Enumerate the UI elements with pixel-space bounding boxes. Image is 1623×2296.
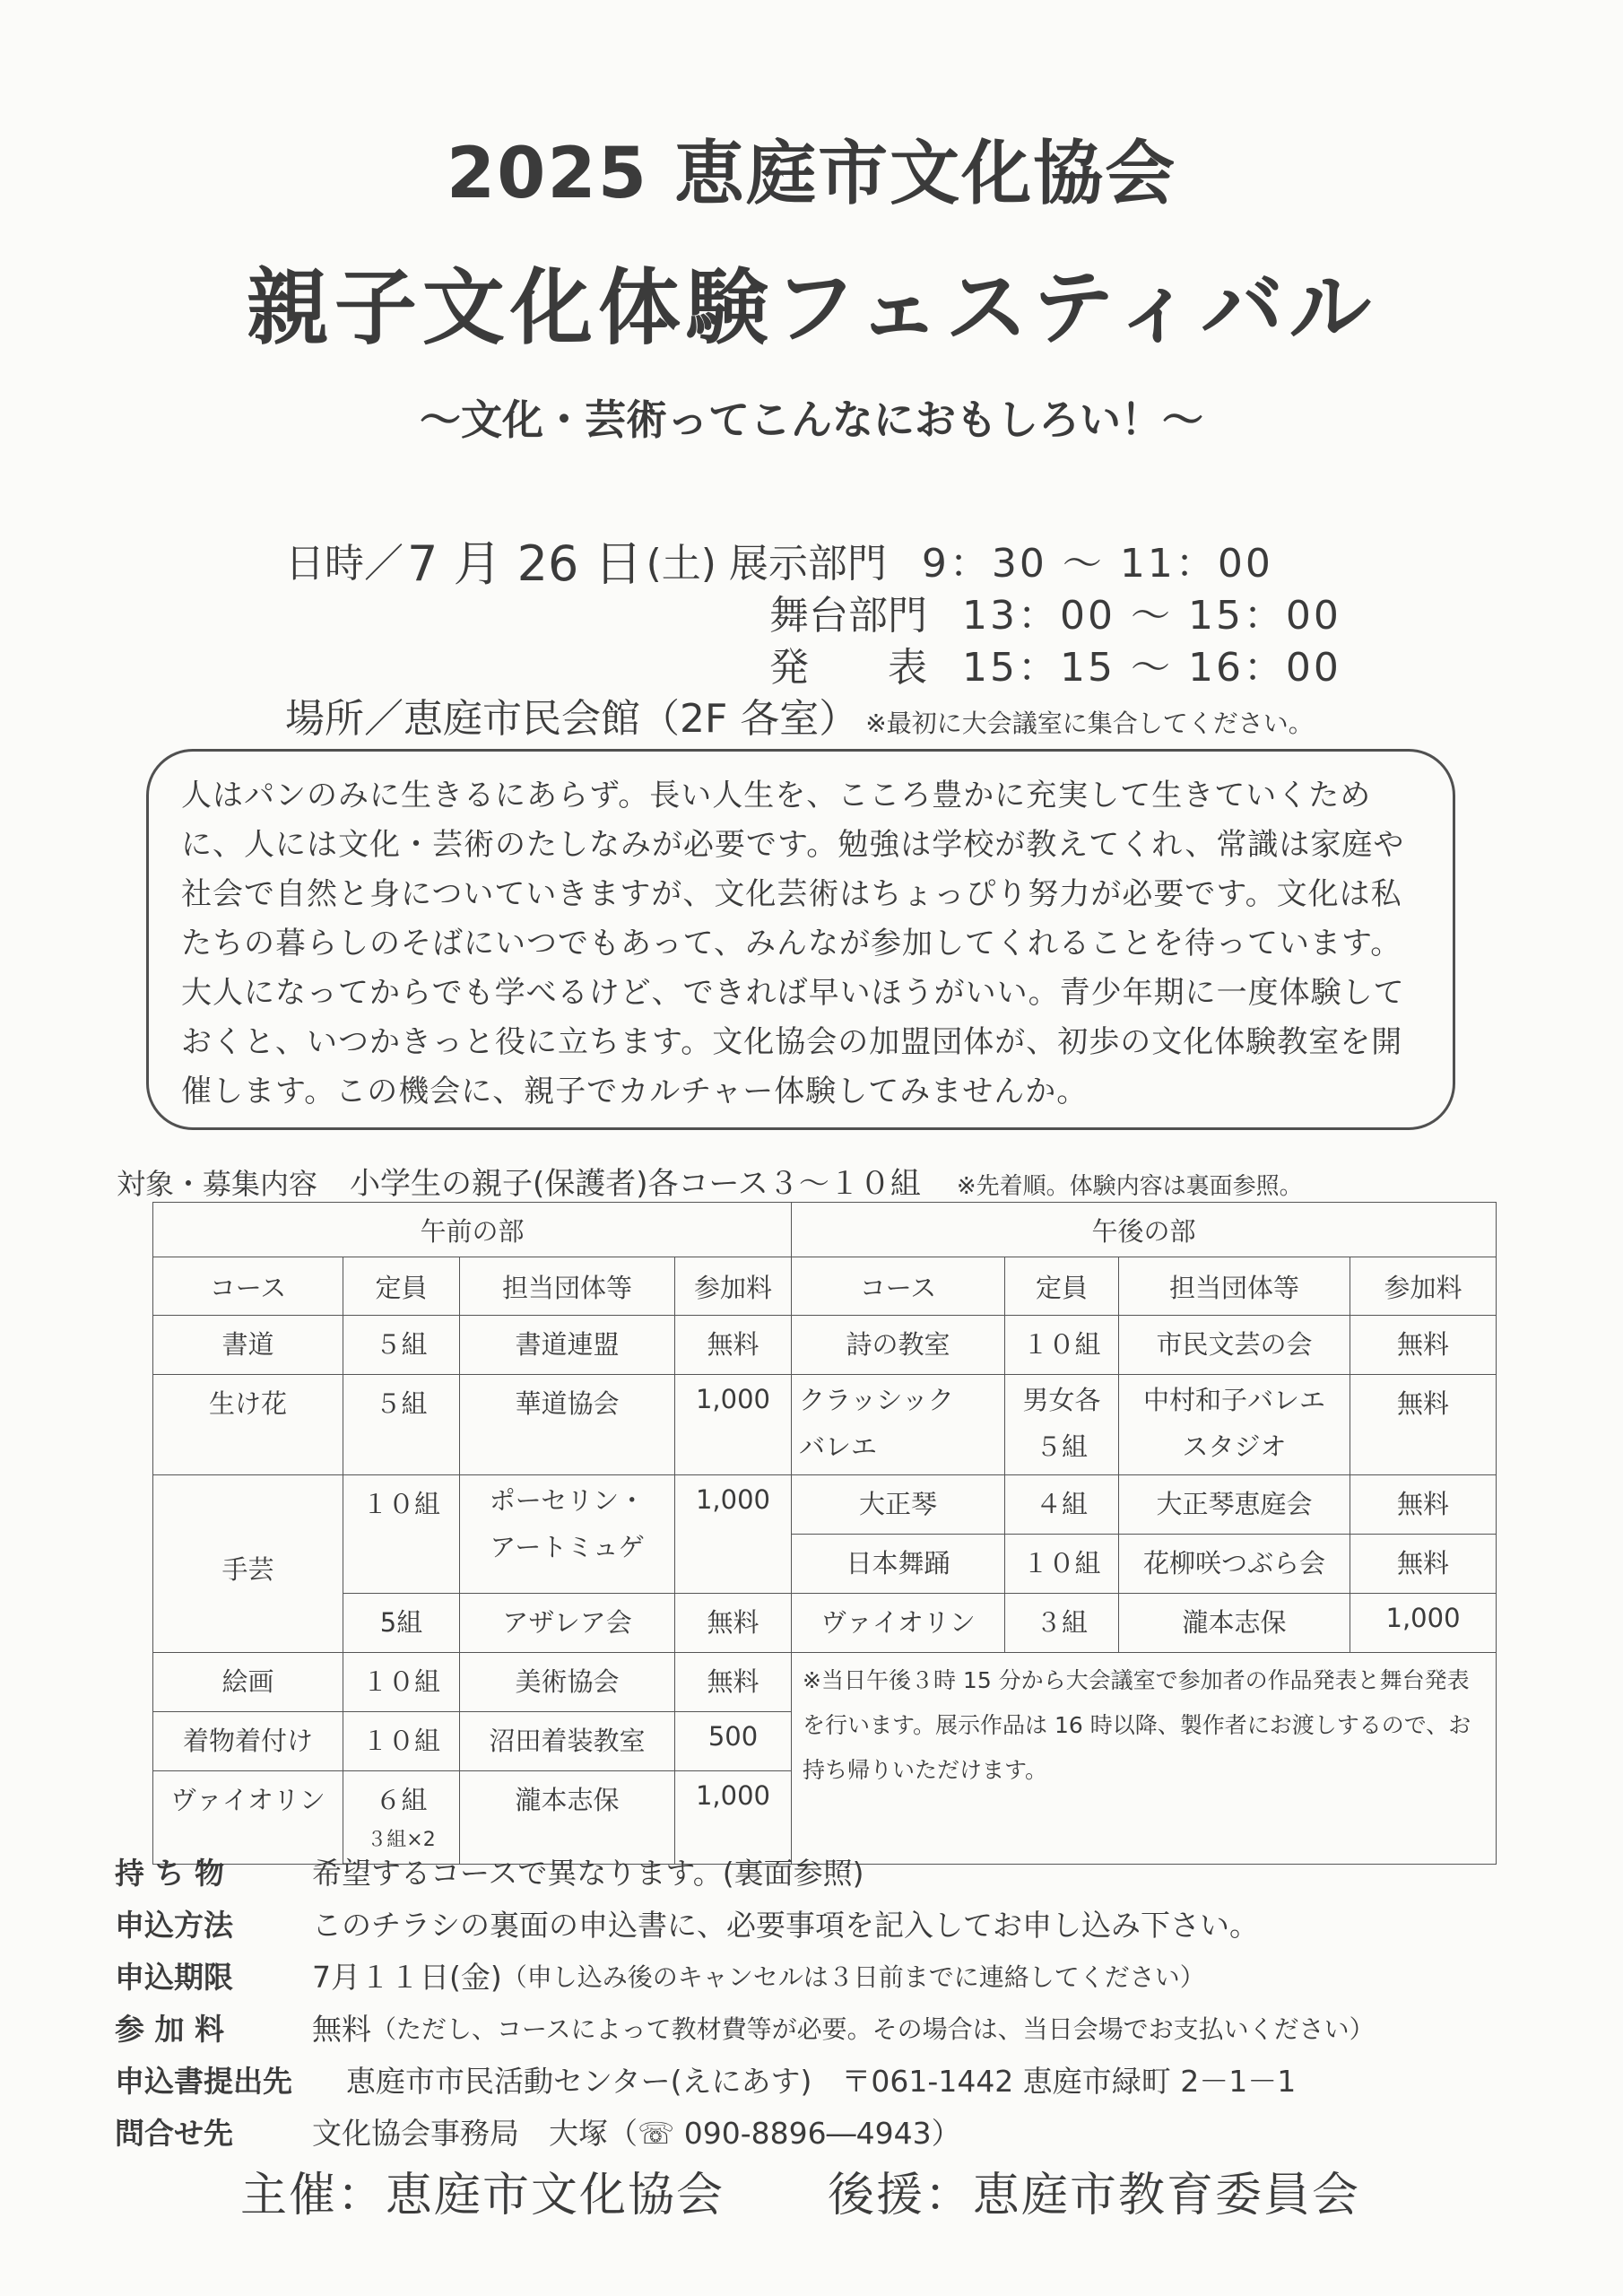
capacity-note: ３組×2 <box>367 1829 436 1851</box>
org-cell: 書道連盟 <box>460 1316 675 1375</box>
org-cell: 瀧本志保 <box>460 1771 675 1865</box>
info-row <box>115 1952 1375 2004</box>
capacity-cell: １０組 <box>1005 1535 1119 1594</box>
capacity-cell: ５組 <box>343 1316 460 1375</box>
course-cell: 日本舞踊 <box>792 1535 1005 1594</box>
course-cell: 着物着付け <box>153 1712 343 1771</box>
target <box>117 1159 1303 1203</box>
fee-cell: 無料 <box>675 1594 792 1653</box>
am-title: 午前の部 <box>153 1203 792 1257</box>
info-sub: （申し込み後のキャンセルは３日前までに連絡してください） <box>501 1962 1205 1992</box>
info-row <box>115 2004 1375 2056</box>
table-row <box>153 1594 1497 1653</box>
course-cell: クラッシック バレエ <box>792 1375 1005 1475</box>
info-row <box>115 2108 1375 2160</box>
org-cell: 大正琴恵庭会 <box>1119 1475 1350 1535</box>
header-course: コース <box>153 1257 343 1316</box>
schedule-time: 15：15 ～ 16：00 <box>962 645 1341 691</box>
organizer: 主催：恵庭市文化協会 <box>240 2169 725 2222</box>
table-row <box>153 1316 1497 1375</box>
supporter: 後援：恵庭市教育委員会 <box>828 2169 1361 2222</box>
info-label: 申込期限 <box>115 1960 233 1995</box>
footer <box>240 2157 1360 2224</box>
info-sub: （ただし、コースによって教材費等が必要。その場合は、当日会場でお支払いください） <box>371 2014 1375 2044</box>
target-note: ※先着順。体験内容は裏面参照。 <box>956 1173 1303 1200</box>
info-label: 参 加 料 <box>115 2012 224 2047</box>
target-label: 対象・募集内容 <box>117 1167 318 1201</box>
schedule-row-2 <box>285 590 1341 642</box>
title-line1: 2025 恵庭市文化協会 <box>446 134 1177 214</box>
info-list <box>115 1848 1375 2160</box>
fee-cell: 無料 <box>675 1653 792 1712</box>
org-cell: 沼田着装教室 <box>460 1712 675 1771</box>
capacity-cell: １０組 <box>343 1712 460 1771</box>
fee-cell: 無料 <box>675 1316 792 1375</box>
course-cell: ヴァイオリン <box>153 1771 343 1865</box>
header-org: 担当団体等 <box>1119 1257 1350 1316</box>
capacity-cell: １０組 <box>343 1475 460 1594</box>
fee-cell: 無料 <box>1350 1316 1497 1375</box>
schedule-time: 13：00 ～ 15：00 <box>962 593 1341 639</box>
schedule-weekday: (土) <box>646 541 716 587</box>
schedule-dept: 舞台部門 <box>769 593 927 639</box>
target-value: 小学生の親子(保護者)各コース３～１０組 <box>350 1166 921 1202</box>
org-cell: 華道協会 <box>460 1375 675 1475</box>
capacity-cell: 男女各 ５組 <box>1005 1375 1119 1475</box>
course-cell: 書道 <box>153 1316 343 1375</box>
info-label: 申込書提出先 <box>115 2064 292 2099</box>
course-cell: 絵画 <box>153 1653 343 1712</box>
fee-cell: 1,000 <box>675 1475 792 1594</box>
title-block <box>0 134 1623 444</box>
org-cell: 花柳咲つぶら会 <box>1119 1535 1350 1594</box>
subtitle: ～文化・芸術ってこんなにおもしろい！～ <box>420 396 1203 444</box>
venue-label: 場所／恵庭市民会館（2F 各室） <box>285 696 859 742</box>
schedule-dept: 展示部門 <box>728 541 887 587</box>
org-cell: 瀧本志保 <box>1119 1594 1350 1653</box>
info-value: このチラシの裏面の申込書に、必要事項を記入してお申し込み下さい。 <box>312 1908 1259 1943</box>
course-table <box>152 1202 1497 1865</box>
title-line2: 親子文化体験フェスティバル <box>246 260 1377 356</box>
org-cell: 美術協会 <box>460 1653 675 1712</box>
header-capacity: 定員 <box>343 1257 460 1316</box>
capacity-cell: ５組 <box>343 1375 460 1475</box>
info-value: 希望するコースで異なります。(裏面参照) <box>312 1856 864 1891</box>
fee-cell: 1,000 <box>675 1375 792 1475</box>
header-capacity: 定員 <box>1005 1257 1119 1316</box>
course-cell: 詩の教室 <box>792 1316 1005 1375</box>
info-row <box>115 1848 1375 1900</box>
fee-cell: 無料 <box>1350 1535 1497 1594</box>
table-row <box>153 1375 1497 1475</box>
course-cell: 大正琴 <box>792 1475 1005 1535</box>
header-fee: 参加料 <box>675 1257 792 1316</box>
course-cell: 生け花 <box>153 1375 343 1475</box>
org-cell: 中村和子バレエ スタジオ <box>1119 1375 1350 1475</box>
venue <box>285 686 1314 744</box>
capacity-cell: １０組 <box>1005 1316 1119 1375</box>
schedule-time: 9：30 ～ 11：00 <box>921 541 1273 587</box>
org-cell: ポーセリン・ アートミュゲ <box>460 1475 675 1594</box>
pm-title: 午後の部 <box>792 1203 1497 1257</box>
info-value: 7月１１日(金) <box>312 1960 502 1995</box>
venue-note: ※最初に大会議室に集合してください。 <box>865 709 1314 738</box>
info-label: 申込方法 <box>115 1908 233 1943</box>
org-cell: 市民文芸の会 <box>1119 1316 1350 1375</box>
fee-cell: 500 <box>675 1712 792 1771</box>
header-course: コース <box>792 1257 1005 1316</box>
info-value: 恵庭市市民活動センター(えにあす) 〒061-1442 恵庭市緑町 2－1－1 <box>346 2064 1297 2099</box>
table-row <box>153 1475 1497 1535</box>
info-label: 持 ち 物 <box>115 1856 224 1891</box>
schedule-row-1 <box>285 535 1341 592</box>
fee-cell: 無料 <box>1350 1375 1497 1475</box>
capacity-cell: ４組 <box>1005 1475 1119 1535</box>
header-fee: 参加料 <box>1350 1257 1497 1316</box>
schedule-date: 7 月 26 日 <box>407 535 643 592</box>
info-label: 問合せ先 <box>115 2116 233 2151</box>
message-box: 人はパンのみに生きるにあらず。長い人生を、こころ豊かに充実して生きていくために、人には文化・芸術のたしなみが必要です。勉強は学校が教えてくれ、常識は家庭や社会で自然と身についていきますが、文化芸術はちょっぴり努力が必要です。文化は私たちの暮らしのそばにいつでもあって、みんなが参加してくれることを待っています。大人になってからでも学べるけど、できれば早いほうがいい。青少年期に一度体験しておくと、いつかきっと役に立ちます。文化協会の加盟団体が、初歩の文化体験教室を開催します。この機会に、親子でカルチャー体験してみませんか。 <box>146 749 1455 1130</box>
pm-note: ※当日午後３時 15 分から大会議室で参加者の作品発表と舞台発表を行います。展示作品は 16 時以降、製作者にお渡しするので、お持ち帰りいただけます。 <box>792 1653 1497 1865</box>
org-cell: アザレア会 <box>460 1594 675 1653</box>
header-org: 担当団体等 <box>460 1257 675 1316</box>
course-cell: 手芸 <box>153 1475 343 1653</box>
fee-cell: 1,000 <box>1350 1594 1497 1653</box>
info-row <box>115 2056 1375 2108</box>
info-value: 文化協会事務局 大塚（☏ 090-8896―4943） <box>312 2116 961 2151</box>
info-value: 無料 <box>312 2012 371 2047</box>
capacity-cell: 5組 <box>343 1594 460 1653</box>
schedule-dept: 発 表 <box>769 645 927 691</box>
schedule-label: 日時／ <box>285 541 404 587</box>
schedule <box>285 535 1341 694</box>
capacity-cell: １０組 <box>343 1653 460 1712</box>
capacity-value: ６組 <box>375 1785 428 1815</box>
capacity-cell: ３組 <box>1005 1594 1119 1653</box>
course-cell: ヴァイオリン <box>792 1594 1005 1653</box>
table-row <box>153 1653 1497 1712</box>
info-row <box>115 1900 1375 1952</box>
fee-cell: 1,000 <box>675 1771 792 1865</box>
fee-cell: 無料 <box>1350 1475 1497 1535</box>
